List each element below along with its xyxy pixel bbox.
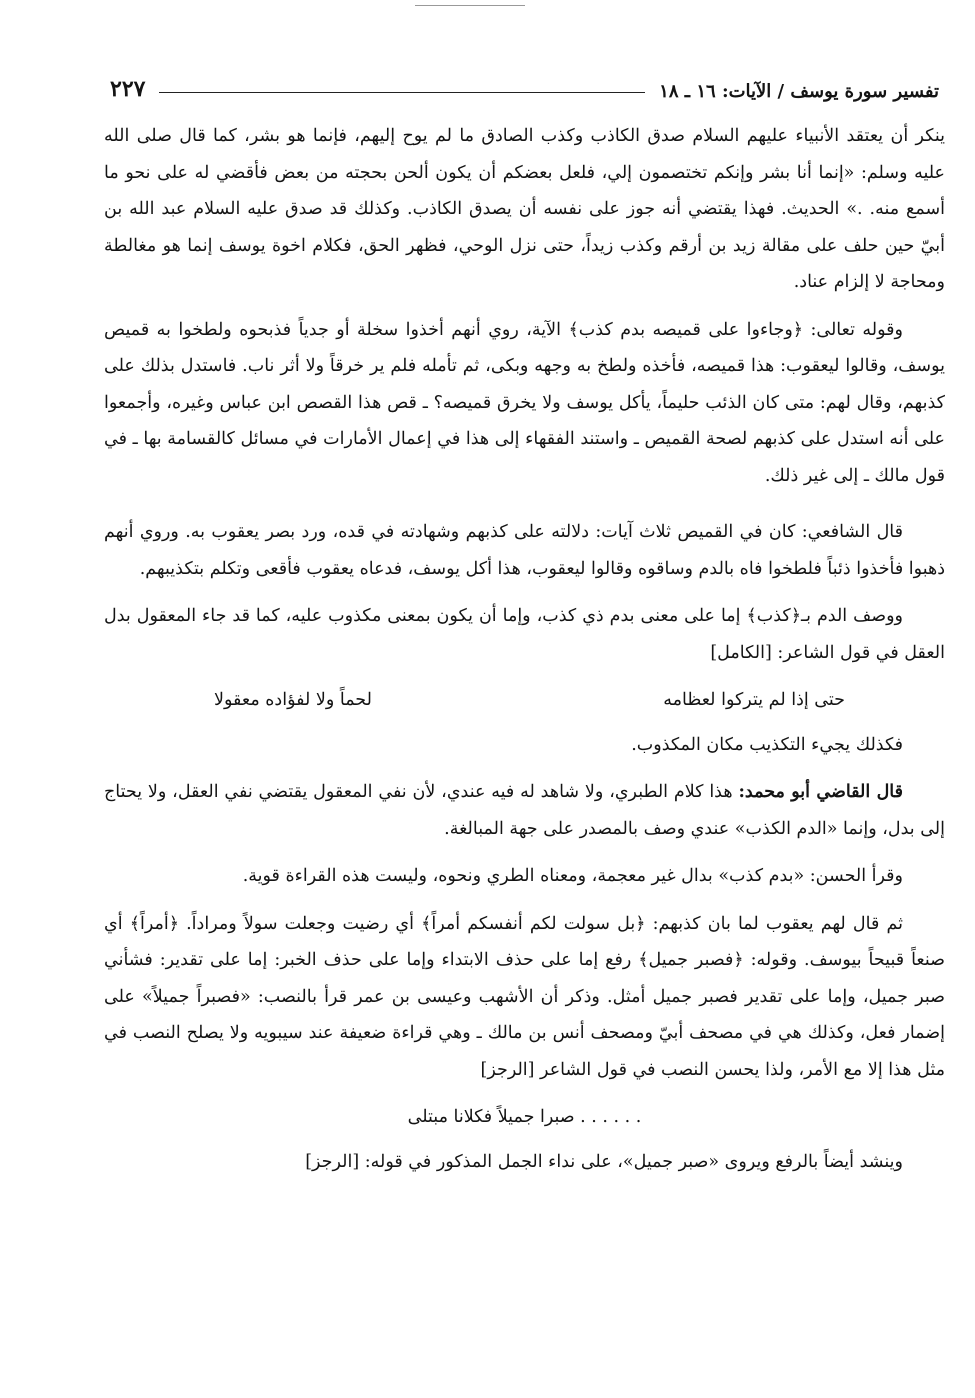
page-number: ٢٢٧ xyxy=(110,76,146,102)
paragraph-4: ووصف الدم بـ﴿كذب﴾ إما على معنى بدم ذي كذب، وإما أن يكون بمعنى مكذوب عليه، كما قد جاء المعقول بدل العقل في قول الشاعر: [الكامل] xyxy=(104,606,945,663)
header-rule xyxy=(159,92,645,93)
verse-first-hemistich: حتى إذا لم يتركوا لعظامه xyxy=(663,690,845,710)
header-title: تفسير سورة يوسف / الآيات: ١٦ ـ ١٨ xyxy=(659,81,939,102)
paragraph-1: ينكر أن يعتقد الأنبياء عليهم السلام صدق الكاذب وكذب الصادق ما لم يوح إليهم، فإنما هو بشر، كما قال صلى الله عليه وسلم: «إنما أنا بشر وإنكم تختصمون إلي، فلعل بعضكم أن يكون ألحن بحجته من بعض فأقضي له على نحو ما أسمع منه. .» الحديث. فهذا يقتضي أنه جوز على نفسه أن يصدق الكاذب. وكذلك قد صدق عليه السلام عبد الله بن أبيّ حين حلف على مقالة زيد بن أرقم وكذب زيداً، حتى نزل الوحي، فظهر الحق، فكلام اخوة يوسف إنما هو مغالطة ومحاجة لا إلزام عناد. xyxy=(104,126,945,292)
top-edge-mark xyxy=(415,5,525,6)
paragraph-5: فكذلك يجيء التكذيب مكان المكذوب. xyxy=(631,734,903,755)
verse-second-hemistich: لحماً ولا لفؤاده معقولا xyxy=(214,690,372,710)
paragraph-7: وقرأ الحسن: «بدم كذب» بدال غير معجمة، ومعناه الطري ونحوه، وليست هذه القراءة قوية. xyxy=(242,866,903,886)
paragraph-6-text: هذا كلام الطبري، ولا شاهد له فيه عندي، لأن نفي المعقول يقتضي نفي العقل، ولا يحتاج إلى بدل، وإنما «الدم الكذب» عندي وصف بالمصدر على جهة المبالغة. xyxy=(104,782,945,839)
running-header xyxy=(110,62,939,102)
judge-name: قال القاضي أبو محمد: xyxy=(738,782,903,802)
verse-kamil xyxy=(214,682,845,719)
paragraph-9: وينشد أيضاً بالرفع ويروى «صبر جميل»، على نداء الجمل المذكور في قوله: [الرجز] xyxy=(305,1151,903,1172)
paragraph-8: ثم قال لهم يعقوب لما بان كذبهم: ﴿بل سولت لكم أنفسكم أمراً﴾ أي رضيت وجعلت سولاً ومراداً. ﴿أمراً﴾ أي صنعاً قبيحاً بيوسف. وقوله: ﴿فصبر جميل﴾ رفع إما على حذف الابتداء وإما على حذف الخبر: إما على تقدير: فشأني صبر جميل، وإما على تقدير فصبر جميل أمثل. وذكر أن الأشهب وعيسى بن عمر قرأ بالنصب: «فصبراً جميلاً» على إضمار فعل، وكذلك هي في مصحف أبيّ ومصحف أنس بن مالك ـ وهي قراءة ضعيفة عند سيبويه ولا يصلح النصب في مثل هذا إلا مع الأمر، ولذا يحسن النصب في قول الشاعر [الرجز] xyxy=(104,913,945,1080)
page-body xyxy=(104,118,945,1191)
paragraph-6 xyxy=(104,774,945,847)
paragraph-2: وقوله تعالى: ﴿وجاءوا على قميصه بدم كذب﴾ الآية، روي أنهم أخذوا سخلة أو جدياً فذبحوه ولطخوا به قميص يوسف، وقالوا ليعقوب: هذا قميصه، فأخذه ولطخ به وجهه وبكى، ثم تأمله فلم ير خرقاً ولا أثر ناب. فاستدل بذلك على كذبهم، وقال لهم: متى كان الذئب حليماً، يأكل يوسف ولا يخرق قميصه؟ ـ قص هذا القصص ابن عباس وغيره، وأجمعوا على أنه استدل على كذبهم لصحة القميص ـ واستند الفقهاء إلى هذا في إعمال الأمارات في مسائل كالقسامة بها ـ في قول مالك ـ إلى غير ذلك. xyxy=(104,319,945,486)
paragraph-3: قال الشافعي: كان في القميص ثلاث آيات: دلالته على كذبهم وشهادته في قده، ورد بصر يعقوب به. وروي أنهم ذهبوا فأخذوا ذئباً فلطخوا فاه بالدم وساقوه وقالوا ليعقوب، هذا أكل يوسف، فدعاه يعقوب فأقعى وتكلم بتكذيبهم. xyxy=(104,522,945,579)
verse-rajaz: . . . . . . صبرا جميلاً فكلانا مبتلى xyxy=(407,1107,642,1127)
